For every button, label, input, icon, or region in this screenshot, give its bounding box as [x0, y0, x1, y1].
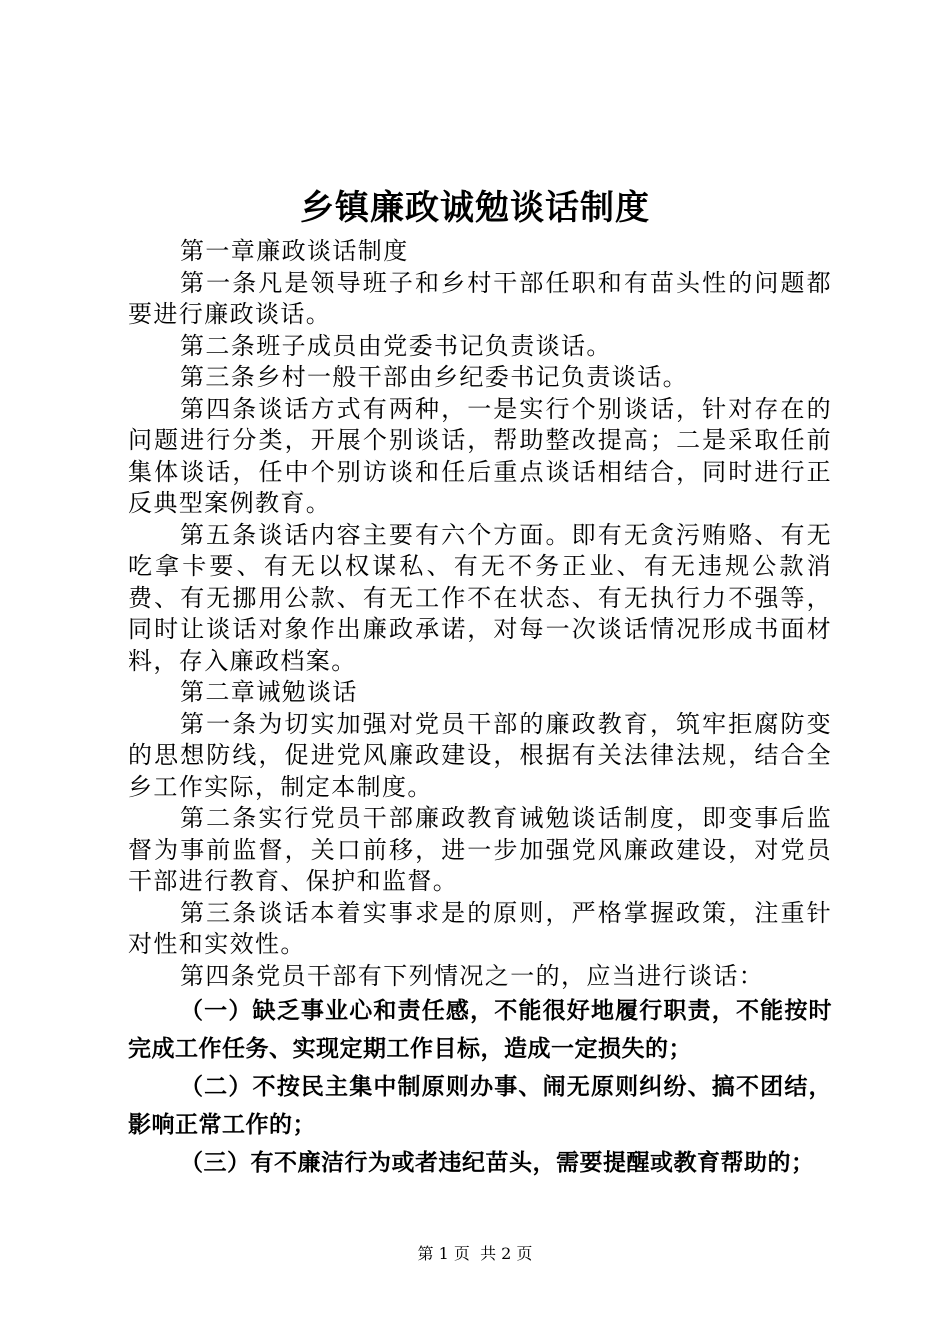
paragraph: 第三条乡村一般干部由乡纪委书记负责谈话。 — [180, 363, 688, 391]
paragraph: 第四条谈话方式有两种，一是实行个别谈话，针对存在的问题进行分类，开展个别谈话，帮助整改提高；二是采取任前集体谈话，任中个别访谈和任后重点谈话相结合，同时进行正反典型案例教育。 — [128, 394, 832, 517]
page-number: 第 1 页 — [417, 1244, 470, 1263]
page-total: 共 2 页 — [480, 1244, 533, 1263]
list-item: （三）有不廉洁行为或者违纪苗头，需要提醒或教育帮助的； — [180, 1150, 815, 1176]
list-item: （二）不按民主集中制原则办事、闹无原则纠纷、搞不团结，影响正常工作的； — [128, 1074, 832, 1138]
paragraph: 第三条谈话本着实事求是的原则，严格掌握政策，注重针对性和实效性。 — [128, 898, 832, 958]
paragraph: 第四条党员干部有下列情况之一的，应当进行谈话： — [180, 961, 765, 990]
page-footer — [0, 1244, 950, 1264]
paragraph: 第一条凡是领导班子和乡村干部任职和有苗头性的问题都要进行廉政谈话。 — [128, 268, 832, 328]
paragraph: 第一条为切实加强对党员干部的廉政教育，筑牢拒腐防变的思想防线，促进党风廉政建设，根据有关法律法规，结合全乡工作实际，制定本制度。 — [128, 709, 832, 801]
paragraph: 第二条实行党员干部廉政教育诫勉谈话制度，即变事后监督为事前监督，关口前移，进一步加强党风廉政建设，对党员干部进行教育、保护和监督。 — [128, 804, 832, 895]
document-body — [128, 236, 832, 1182]
document-title: 乡镇廉政诚勉谈话制度 — [300, 188, 650, 228]
paragraph: 第二条班子成员由党委书记负责谈话。 — [180, 331, 612, 360]
list-item: （一）缺乏事业心和责任感，不能很好地履行职责，不能按时完成工作任务、实现定期工作目标，造成一定损失的； — [128, 998, 832, 1062]
chapter-heading-1: 第一章廉政谈话制度 — [180, 237, 409, 265]
paragraph: 第五条谈话内容主要有六个方面。即有无贪污贿赂、有无吃拿卡要、有无以权谋私、有无不务正业、有无违规公款消费、有无挪用公款、有无工作不在状态、有无执行力不强等，同时让谈话对象作出廉政承诺，对每一次谈话情况形成书面材料，存入廉政档案。 — [128, 520, 832, 675]
chapter-heading-2: 第二章诫勉谈话 — [180, 678, 358, 706]
